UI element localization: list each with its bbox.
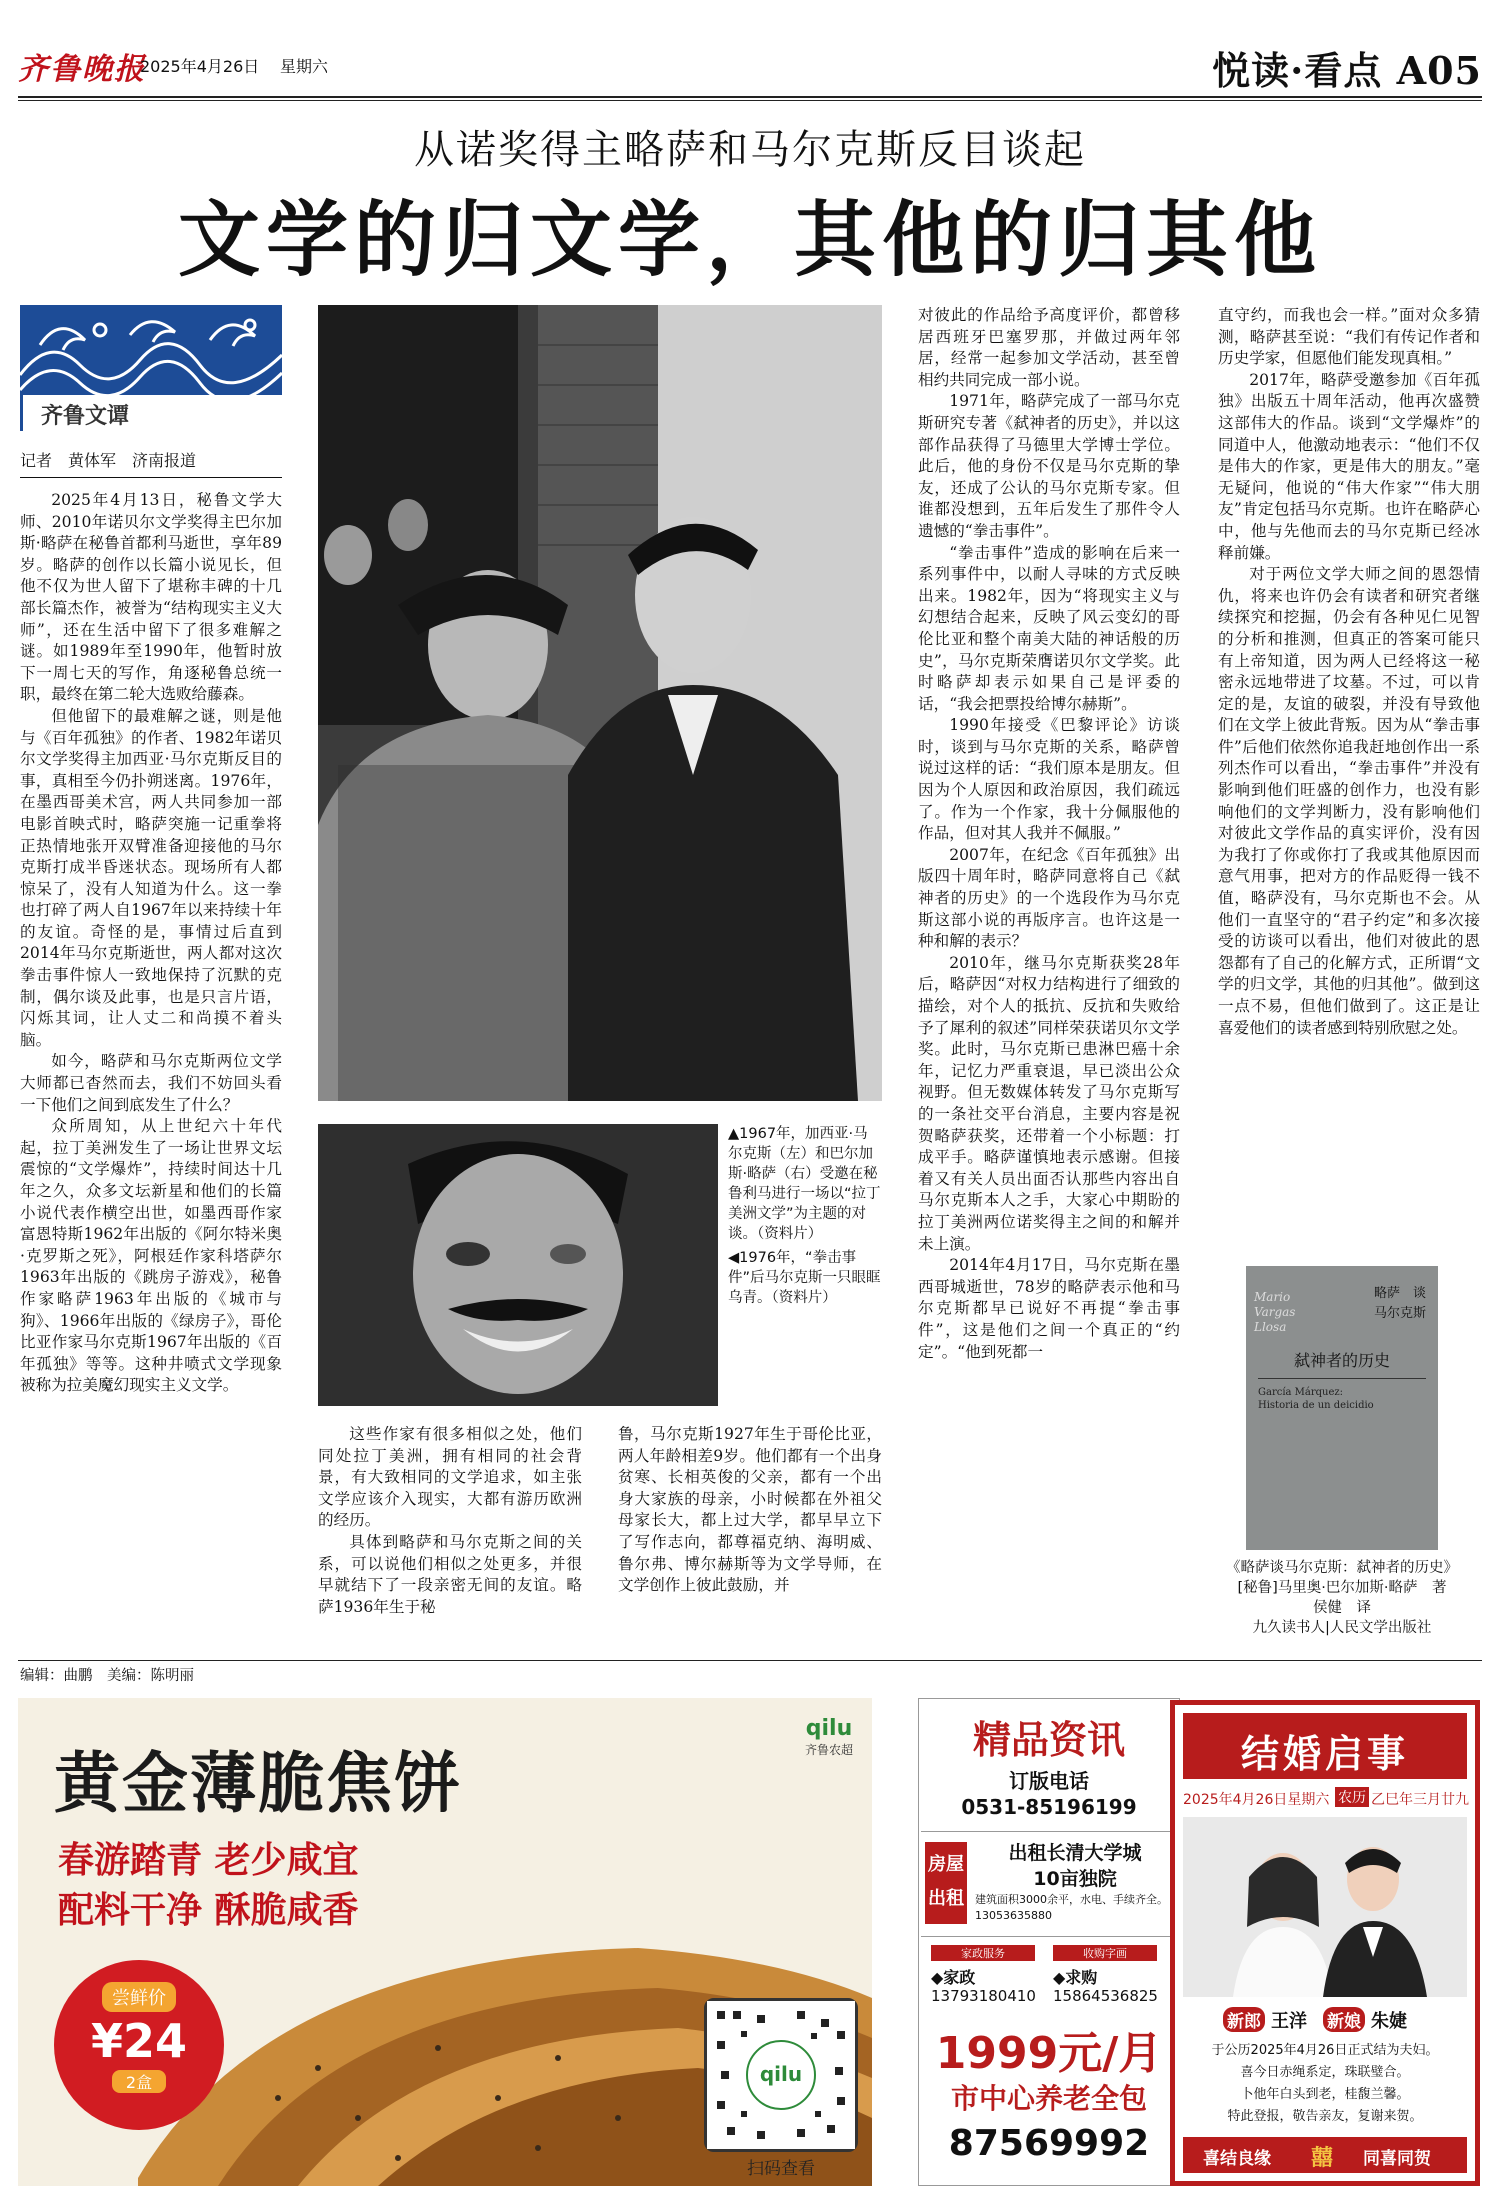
article-col-3 xyxy=(618,1424,882,1597)
photo-captions xyxy=(728,1124,882,1312)
groom-name: 王洋 xyxy=(1271,2011,1307,2032)
article-kicker: 从诺奖得主略萨和马尔克斯反目谈起 xyxy=(414,127,1086,173)
service-phone-1: 13793180410 xyxy=(931,1987,1036,2005)
rent-sub: 10亩独院 xyxy=(1033,1868,1117,1890)
article-headline: 文学的归文学，其他的归其他 xyxy=(177,192,1322,288)
service-tag-2: 收购字画 xyxy=(1053,1945,1157,1961)
issue-weekday: 星期六 xyxy=(280,57,329,76)
wedding-footer-right: 同喜同贺 xyxy=(1363,2149,1431,2169)
classified-phone: 0531-85196199 xyxy=(961,1795,1137,1819)
book-cover-author: 略萨 谈 xyxy=(1373,1286,1426,1301)
paragraph: 2010年，继马尔克斯获奖28年后，略萨因“对权力结构进行了细致的描绘，对个人的抵抗、反抗和失败给予了犀利的叙述”同样荣获诺贝尔文学奖。此时，马尔克斯已患淋巴癌十余年，记忆力严重衰退，早已淡出公众视野。但无数媒体转发了马尔克斯写的一条社交平台消息，主要内容是祝贺略萨获奖，还带着一个小标题：打成平手。略萨谨慎地表示感谢。但接着又有关人员出面否认那些内容出自马尔克斯本人之手，大家心中期盼的拉丁美洲两位诺奖得主之间的和解并未上演。 xyxy=(918,953,1180,1253)
service-tag-1: 家政服务 xyxy=(931,1945,1035,1961)
wedding-lunar-tag: 农历 xyxy=(1335,1787,1369,1807)
wedding-footer xyxy=(1183,2137,1467,2173)
article-col-4 xyxy=(918,305,1180,1363)
wedding-lunar: 乙巳年三月廿九 xyxy=(1371,1792,1469,1808)
qr-code[interactable] xyxy=(704,1998,858,2152)
price-qty: 2盒 xyxy=(112,2070,166,2093)
book-cover-rule xyxy=(1258,1378,1426,1379)
groom-tag: 新郎 xyxy=(1223,2007,1265,2032)
snack-line-2: 配料干净 酥脆咸香 xyxy=(58,1890,359,1931)
wedding-text-3: 卜他年白头到老，桂馥兰馨。 xyxy=(1240,2087,1410,2102)
book-caption-publisher: 九久读书人|人民文学出版社 xyxy=(1252,1620,1432,1636)
wedding-notice xyxy=(1170,1700,1480,2186)
wedding-title: 结婚启事 xyxy=(1240,1732,1409,1776)
paragraph: 众所周知，从上世纪六十年代起，拉丁美洲发生了一场让世界文坛震惊的“文学爆炸”，持续时间达十几年之久，众多文坛新星和他们的长篇小说代表作横空出世，如墨西哥作家富恩特斯1962年出版的《阿尔特米奥·克罗斯之死》，阿根廷作家科塔萨尔1963年出版的《跳房子游戏》，秘鲁作家略萨1963年出版的《城市与狗》、1966年出版的《绿房子》，哥伦比亚作家马尔克斯1967年出版的《百年孤独》等等。这种井喷式文学现象被称为拉美魔幻现实主义文学。 xyxy=(20,1117,282,1395)
paragraph: 2017年，略萨受邀参加《百年孤独》出版五十周年活动，他再次盛赞这部伟大的作品。谈到“文学爆炸”的同道中人，他激动地表示：“他们不仅是伟大的作家，更是伟大的朋友。”毫无疑问，他说的“伟大作家”“伟大朋友”肯定包括马尔克斯。也许在略萨心中，他与先他而去的马尔克斯已经冰释前嫌。 xyxy=(1218,370,1480,562)
article-col-2 xyxy=(318,1424,582,1618)
brand-logo-text: qilu xyxy=(805,1716,853,1741)
couple-photo-icon xyxy=(1183,1817,1467,1997)
brand-logo-cn: 齐鲁农超 xyxy=(804,1743,853,1757)
byline: 记者 黄体军 济南报道 xyxy=(20,448,282,478)
newspaper-logo: 齐鲁晚报 xyxy=(18,52,146,87)
bride-tag: 新娘 xyxy=(1323,2007,1365,2032)
article-col-5 xyxy=(1218,305,1480,1039)
article-col-1 xyxy=(20,490,282,1397)
price-label: 尝鲜价 xyxy=(102,1982,176,2012)
wedding-footer-left: 喜结良缘 xyxy=(1203,2149,1271,2169)
bride-name: 朱婕 xyxy=(1371,2011,1407,2032)
classified-advertisement xyxy=(918,1698,1180,2186)
svg-text:qilu: qilu xyxy=(759,2062,803,2086)
paragraph: 2025年4月13日，秘鲁文学大师、2010年诺贝尔文学奖得主巴尔加斯·略萨在秘鲁首都利马逝世，享年89岁。略萨的创作以长篇小说见长，但他不仅为世人留下了堪称丰碑的十几部长篇杰作，被誉为“结构现实主义大师”，还在生活中留下了很多难解之谜。如1989年至1990年，他暂时放下一周七天的写作，角逐秘鲁总统一职，最终在第二轮大选败给藤森。 xyxy=(20,491,282,704)
wedding-text-4: 特此登报，敬告亲友，复谢来贺。 xyxy=(1227,2109,1423,2124)
paragraph: 具体到略萨和马尔克斯之间的关系，可以说他们相似之处更多，并很早就结下了一段亲密无间的友谊。略萨1936年生于秘 xyxy=(318,1532,582,1616)
classified-title: 精品资讯 xyxy=(972,1718,1125,1762)
book-cover-title: 弑神者的历史 xyxy=(1293,1351,1390,1370)
wedding-text-1: 于公历2025年4月26日正式结为夫妇。 xyxy=(1211,2043,1439,2058)
column-name: 齐鲁文谭 xyxy=(41,404,130,429)
brand-logo xyxy=(794,1716,864,1758)
paragraph: “拳击事件”造成的影响在后来一系列事件中，以耐人寻味的方式反映出来。1982年，因为“将现实主义与幻想结合起来，反映了风云变幻的哥伦比亚和整个南美大陆的神话般的历史”，马尔克斯荣膺诺贝尔文学奖。此时略萨却表示如果自己是评委的话，“我会把票投给博尔赫斯”。 xyxy=(918,543,1180,713)
section-label: 悦读·看点 A05 xyxy=(1212,48,1482,93)
editor-credit: 编辑：曲鹏 美编：陈明丽 xyxy=(20,1668,194,1684)
caption-1976: ◀1976年，“拳击事件”后马尔克斯一只眼眶乌青。（资料片） xyxy=(728,1250,881,1306)
service-item-2: ◆求购 xyxy=(1053,1968,1098,1987)
paragraph: 鲁，马尔克斯1927年生于哥伦比亚，两人年龄相差9岁。他们都有一个出身贫寒、长相英俊的父亲，都有一个出身大家族的母亲，小时候都在外祖父母家长大，都上过大学，都早早立下了写作志向，都尊福克纳、海明威、鲁尔弗、博尔赫斯等为文学导师，在文学创作上彼此鼓励，并 xyxy=(618,1425,882,1595)
masthead xyxy=(18,40,1482,94)
footer-rule xyxy=(18,1660,1482,1661)
wave-pattern-icon xyxy=(20,305,282,405)
paragraph: 如今，略萨和马尔克斯两位文学大师都已杳然而去，我们不妨回头看一下他们之间到底发生了什么？ xyxy=(20,1052,282,1114)
paragraph: 1971年，略萨完成了一部马尔克斯研究专著《弑神者的历史》，并以这部作品获得了马德里大学博士学位。此后，他的身份不仅是马尔克斯的挚友，还成了公认的马尔克斯专家。但谁都没想到，五年后发生了那件令人遗憾的“拳击事件”。 xyxy=(918,392,1180,540)
care-title: 市中心养老全包 xyxy=(950,2082,1147,2115)
photo-1967-marquez-llosa xyxy=(318,305,882,1101)
book-cover-author-name: Mario Vargas Llosa xyxy=(1254,1290,1296,1334)
book-caption-author: [秘鲁]马里奥·巴尔加斯·略萨 著 xyxy=(1237,1580,1447,1596)
rent-tag: 房屋出租 xyxy=(925,1842,967,1924)
rent-detail: 建筑面积3000余平，水电、手续齐全。13053635880 xyxy=(975,1893,1168,1922)
snack-advertisement xyxy=(18,1698,872,2186)
double-happiness-icon: 囍 xyxy=(1311,2146,1334,2171)
care-price: 1999元/月 xyxy=(935,2028,1163,2079)
book-caption-title: 《略萨谈马尔克斯：弑神者的历史》 xyxy=(1226,1560,1458,1576)
scan-button[interactable]: 扫码查看 xyxy=(747,2159,815,2179)
paragraph: 1990年接受《巴黎评论》访谈时，谈到与马尔克斯的关系，略萨曾说过这样的话：“我们原本是朋友。但因为个人原因和政治原因，我们疏远了。作为一个作家，我十分佩服他的作品，但对其人我并不佩服。” xyxy=(918,716,1180,843)
classified-phone-label: 订版电话 xyxy=(1009,1769,1089,1793)
price-value: ¥24 xyxy=(90,2014,188,2068)
book-cover xyxy=(1246,1266,1438,1550)
qr-code-icon xyxy=(707,2001,855,2149)
price-badge xyxy=(54,1960,224,2130)
wedding-date: 2025年4月26日星期六 xyxy=(1183,1792,1330,1808)
care-phone: 87569992 xyxy=(948,2123,1150,2164)
paragraph: 对彼此的作品给予高度评价，都曾移居西班牙巴塞罗那，并做过两年邻居，经常一起参加文学活动，甚至曾相约共同完成一部小说。 xyxy=(918,306,1180,389)
rent-title: 出租长清大学城 xyxy=(1008,1842,1142,1864)
header-rule xyxy=(18,96,1482,98)
paragraph: 2014年4月17日，马尔克斯在墨西哥城逝世，78岁的略萨表示他和马尔克斯都早已说好不再提“拳击事件”，这是他们之间一个真正的“约定”。“他到死都一 xyxy=(918,1256,1180,1361)
book-cover-subject: 马尔克斯 xyxy=(1373,1306,1426,1321)
photo-1976-marquez-black-eye xyxy=(318,1124,718,1406)
book-cover-en: García Márquez: Historia de un deicidio xyxy=(1258,1387,1374,1411)
caption-1967: ▲1967年，加西亚·马尔克斯（左）和巴尔加斯·略萨（右）受邀在秘鲁利马进行一场以“拉丁美洲文学”为主题的对谈。（资料片） xyxy=(728,1126,881,1242)
paragraph: 这些作家有很多相似之处，他们同处拉丁美洲，拥有相同的社会背景，有大致相同的文学追求，如主张文学应该介入现实，大都有游历欧洲的经历。 xyxy=(318,1425,582,1530)
wedding-text-2: 喜今日赤绳系定，珠联璧合。 xyxy=(1240,2065,1410,2080)
column-banner xyxy=(20,305,282,431)
paragraph: 直守约，而我也会一样。”面对众多猜测，略萨甚至说：“我们有传记作者和历史学家，但愿他们能发现真相。” xyxy=(1218,306,1480,368)
column-label-box xyxy=(20,395,282,431)
service-phone-2: 15864536825 xyxy=(1053,1987,1158,2005)
issue-date: 2025年4月26日 xyxy=(140,57,260,76)
snack-title: 黄金薄脆焦饼 xyxy=(54,1745,462,1822)
wedding-title-bar xyxy=(1183,1713,1467,1779)
service-item-1: ◆家政 xyxy=(931,1968,976,1987)
book-caption-translator: 侯健 译 xyxy=(1313,1600,1371,1616)
portrait-illustration-icon xyxy=(318,1124,718,1406)
paragraph: 对于两位文学大师之间的恩怨情仇，将来也许仍会有读者和研究者继续探究和挖掘，仍会有各种见仁见智的分析和推测，但真正的答案可能只有上帝知道，因为两人已经将这一秘密永远地带进了坟墓。不过，可以肯定的是，友谊的破裂，并没有导致他们在文学上彼此背叛。因为从“拳击事件”后他们依然你追我赶地创作出一系列杰作可以看出，“拳击事件”并没有影响到他们旺盛的创作力，也没有影响他们的文学判断力，没有影响他们对彼此文学作品的真实评价，没有因为我打了你或你打了我或其他原因而意气用事，把对方的作品贬得一钱不值，略萨没有，马尔克斯也不会。从他们一直坚守的“君子约定”和多次接受的访谈可以看出，他们对彼此的恩怨都有了自己的化解方式，正所谓“文学的归文学，其他的归其他”。做到这一点不易，但他们做到了。这正是让喜爱他们的读者感到特别欣慰之处。 xyxy=(1218,565,1480,1037)
paragraph: 2007年，在纪念《百年孤独》出版四十周年时，略萨同意将自己《弑神者的历史》的一个选段作为马尔克斯这部小说的再版序言。也许这是一种和解的表示？ xyxy=(918,845,1180,951)
photo-illustration-icon xyxy=(318,305,882,1101)
snack-line-1: 春游踏青 老少咸宜 xyxy=(58,1840,359,1881)
paragraph: 但他留下的最难解之谜，则是他与《百年孤独》的作者、1982年诺贝尔文学奖得主加西亚·马尔克斯反目的事，真相至今仍扑朔迷离。1976年，在墨西哥美术宫，两人共同参加一部电影首映式时，略萨突施一记重拳将正热情地张开双臂准备迎接他的马尔克斯打成半昏迷状态。现场所有人都惊呆了，没有人知道为什么。这一拳也打碎了两人自1967年以来持续十年的友谊。奇怪的是，事情过后直到2014年马尔克斯逝世，两人都对这次拳击事件惊人一致地保持了沉默的克制，偶尔谈及此事，也是只言片语，闪烁其词，让人丈二和尚摸不着头脑。 xyxy=(20,706,282,1049)
rent-section xyxy=(921,1831,1177,1937)
header-rule-thin xyxy=(18,100,1482,101)
book-caption xyxy=(1200,1558,1484,1638)
